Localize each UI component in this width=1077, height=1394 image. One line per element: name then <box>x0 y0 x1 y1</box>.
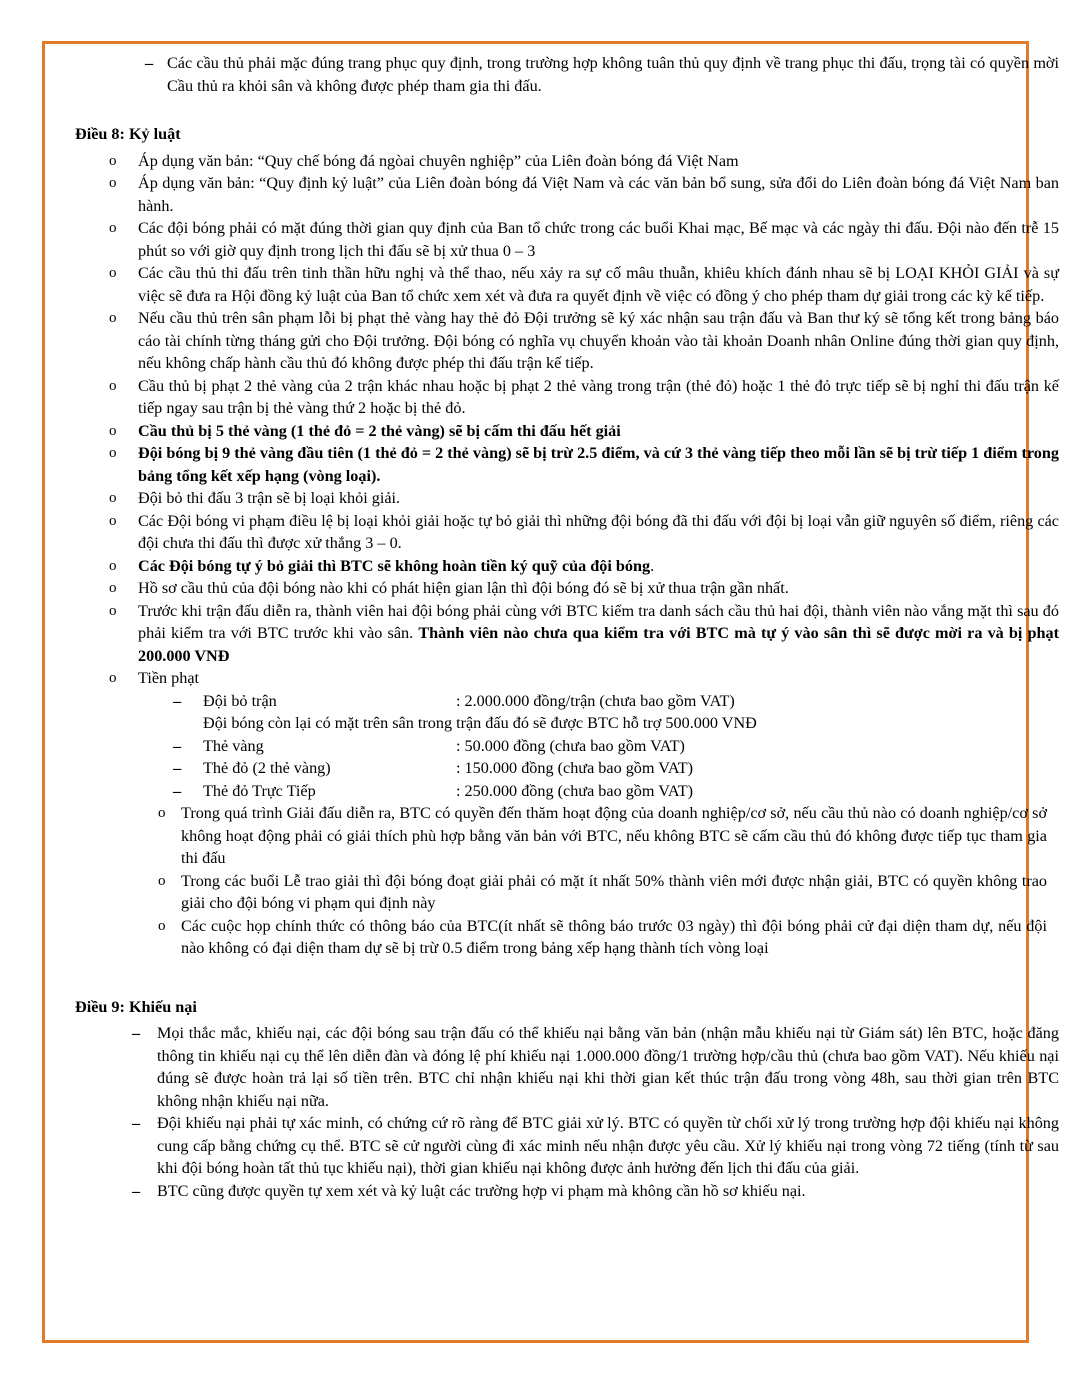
circle-marker: o <box>109 445 117 461</box>
list-item-text: Các cầu thủ thi đấu trên tinh thần hữu nghị và thể thao, nếu xảy ra sự cố mâu thuẫn, khiêu khích đánh nhau sẽ bị LOẠI KHỎI GIẢI và sự việc sẽ đưa ra Hội đồng kỷ luật của Ban tổ chức xem xét và đưa ra quyết định về việc có đồng ý cho phép tham dự giải trong các kỳ kế tiếp. <box>138 264 1059 305</box>
dash-marker: – <box>173 691 182 710</box>
fine-value: : 150.000 đồng (chưa bao gồm VAT) <box>456 759 694 777</box>
list-item <box>158 870 1047 915</box>
list-item <box>132 1112 1059 1180</box>
fines-list <box>0 690 1077 803</box>
fine-value: : 50.000 đồng (chưa bao gồm VAT) <box>456 736 685 755</box>
list-item <box>109 667 1059 690</box>
article-9-title: Điều 9: Khiếu nại <box>75 997 197 1016</box>
list-item-tail: . <box>650 556 655 575</box>
circle-marker: o <box>109 152 117 169</box>
article-8-title: Điều 8: Kỷ luật <box>75 125 181 143</box>
circle-marker: o <box>109 265 117 281</box>
list-item <box>109 307 1059 375</box>
dash-marker: – <box>132 1114 141 1132</box>
list-item-text: Các cầu thủ phải mặc đúng trang phục quy định, trong trường hợp không tuân thủ quy định về trang phục thi đấu, trọng tài có quyền mời Cầu thủ ra khỏi sân và không được phép tham gia thi đấu. <box>167 54 1059 95</box>
list-item-text: Trước khi trận đấu diễn ra, thành viên hai đội bóng phải cùng với BTC kiểm tra danh sách cầu thủ hai đội, thành viên nào vắng mặt thì sau đó phải kiểm tra với BTC trước khi vào sân. <box>138 601 1059 642</box>
circle-marker: o <box>158 917 166 934</box>
list-item-text: Trong các buổi Lễ trao giải thì đội bóng đoạt giải phải có mặt ít nhất 50% thành viên mới được nhận giải, BTC có quyền không trao giải cho đội bóng vi phạm qui định này <box>181 871 1047 912</box>
fine-label: Thẻ vàng <box>203 736 264 755</box>
list-item <box>145 52 1059 97</box>
dash-marker: – <box>173 759 182 777</box>
list-item-text: Nếu cầu thủ trên sân phạm lỗi bị phạt thẻ vàng hay thẻ đỏ Đội trưởng sẽ ký xác nhận sau trận đấu và Ban thư ký sẽ tổng kết trong bảng báo cáo tài chính từng tháng gửi cho Đội trưởng. Đội bóng có nghĩa vụ chuyển khoản vào tài khoản Doanh nhân Online đúng thời gian quy định, nếu không chấp hành cầu thủ đó không được phép thi đấu trận kế tiếp. <box>138 309 1059 372</box>
fine-row <box>173 690 1077 713</box>
list-item-text: Các cuộc họp chính thức có thông báo của BTC(ít nhất sẽ thông báo trước 03 ngày) thì đội bóng phải cử đại diện tham dự, nếu đội nào không có đại diện tham dự sẽ bị trừ 0.5 điểm trong bảng xếp hạng thành tích vòng loại <box>181 916 1047 957</box>
list-item <box>109 555 1059 578</box>
list-item <box>109 420 1059 443</box>
list-item <box>109 172 1059 217</box>
fine-row <box>173 757 1077 780</box>
list-item <box>158 915 1047 960</box>
list-item-text: Các đội bóng phải có mặt đúng thời gian quy định của Ban tổ chức trong các buổi Khai mạc, Bế mạc và các ngày thi đấu. Đội nào đến trễ 15 phút so với giờ quy định trong lịch thi đấu sẽ bị xử thua 0 – 3 <box>138 219 1059 260</box>
list-item-text: Đội bóng bị 9 thẻ vàng đầu tiên (1 thẻ đỏ = 2 thẻ vàng) sẽ bị trừ 2.5 điểm, và cứ 3 thẻ vàng tiếp theo mỗi lần sẽ bị trừ tiếp 1 điểm trong bảng tổng kết xếp hạng (vòng loại). <box>138 444 1059 485</box>
circle-marker: o <box>109 580 117 596</box>
article-9-list <box>0 1022 1077 1202</box>
circle-marker: o <box>109 377 117 394</box>
fine-label: Đội bỏ trận <box>203 691 277 710</box>
fine-row <box>173 735 1077 758</box>
list-item-text: Áp dụng văn bản: “Quy chế bóng đá ngòai chuyên nghiệp” của Liên đoàn bóng đá Việt Nam <box>138 151 739 170</box>
list-item <box>109 217 1059 262</box>
circle-marker: o <box>109 557 117 574</box>
list-item-text: Mọi thắc mắc, khiếu nại, các đội bóng sau trận đấu có thể khiếu nại bằng văn bản (nhận mẫu khiếu nại từ Giám sát) lên BTC, hoặc đăng thông tin khiếu nại cụ thể lên diễn đàn và đóng lệ phí khiếu nại 1.000.000 đồng/1 trường hợp/cầu thủ (chưa bao gồm VAT). Nếu khiếu nại đúng sẽ được hoàn trả lại số tiền trên. BTC chỉ nhận khiếu nại khi thời gian kết thúc trận đấu trong vòng 48h, sau thời gian trên BTC không nhận khiếu nại nữa. <box>157 1024 1059 1110</box>
list-item <box>109 375 1059 420</box>
list-item-bold-text: Thành viên nào chưa qua kiểm tra với BTC mà tự ý vào sân thì sẽ được mời ra và bị phạt 200.000 VNĐ <box>138 624 1060 665</box>
fine-value: : 250.000 đồng (chưa bao gồm VAT) <box>456 781 694 800</box>
list-item <box>109 577 1059 600</box>
fine-label: Thẻ đỏ (2 thẻ vàng) <box>203 759 331 777</box>
circle-marker: o <box>109 310 117 326</box>
list-item-text: Các Đội bóng tự ý bỏ giải thì BTC sẽ không hoàn tiền ký quỹ của đội bóng <box>138 556 651 575</box>
circle-marker: o <box>158 872 166 889</box>
list-item <box>109 150 1059 173</box>
list-item-text: BTC cũng được quyền tự xem xét và kỷ luật các trường hợp vi phạm mà không cần hồ sơ khiếu nại. <box>157 1181 806 1200</box>
list-item-text: Trong quá trình Giải đấu diễn ra, BTC có quyền đến thăm hoạt động của doanh nghiệp/cơ sở, nếu cầu thủ nào có doanh nghiệp/cơ sở không hoạt động phải có giải thích phù hợp bằng văn bản với BTC, nếu không BTC sẽ cấm cầu thủ đó không được tiếp tục tham gia thi đấu <box>181 804 1047 867</box>
list-item <box>132 1180 1059 1203</box>
circle-marker: o <box>158 805 166 821</box>
fine-label: Thẻ đỏ Trực Tiếp <box>203 781 316 800</box>
list-item <box>109 442 1059 487</box>
dash-marker: – <box>132 1024 141 1042</box>
list-item <box>109 262 1059 307</box>
list-item <box>109 487 1059 510</box>
dash-marker: – <box>145 54 154 72</box>
list-item-text: Đội khiếu nại phải tự xác minh, có chứng cứ rõ ràng để BTC giải xử lý. BTC có quyền từ chối xử lý trong trường hợp đội khiếu nại không cung cấp bằng chứng cụ thể. BTC sẽ cử người cùng đi xác minh nếu nhận được yêu cầu. Xử lý khiếu nại trong vòng 72 tiếng (tính từ sau khi đội bóng hoàn tất thủ tục khiếu nại), thời gian khiếu nại không được ảnh hưởng đến lịch thi đấu của giải. <box>157 1114 1059 1177</box>
circle-marker: o <box>109 422 117 439</box>
list-item <box>132 1022 1059 1112</box>
list-item <box>109 600 1060 668</box>
circle-marker: o <box>109 490 117 506</box>
dash-marker: – <box>173 736 182 755</box>
circle-marker: o <box>109 512 117 529</box>
circle-marker: o <box>109 220 117 236</box>
circle-marker: o <box>109 670 117 686</box>
list-item <box>158 802 1047 870</box>
article-8-list <box>0 150 1077 960</box>
list-item <box>109 510 1059 555</box>
dash-marker: – <box>132 1181 141 1200</box>
list-item-text: Các Đội bóng vi phạm điều lệ bị loại khỏi giải hoặc tự bỏ giải thì những đội bóng đã thi đấu với đội bị loại vẫn giữ nguyên số điểm, riêng các đội chưa thi đấu thì được xử thắng 3 – 0. <box>138 511 1059 552</box>
circle-marker: o <box>109 175 117 191</box>
list-item-text: Cầu thủ bị phạt 2 thẻ vàng của 2 trận khác nhau hoặc bị phạt 2 thẻ vàng trong trận (thẻ đỏ) hoặc 1 thẻ đỏ trực tiếp sẽ bị nghỉ thi đấu trận kế tiếp ngay sau trận bị thẻ vàng thứ 2 hoặc bị thẻ đỏ. <box>138 376 1059 417</box>
list-item-text: Đội bỏ thi đấu 3 trận sẽ bị loại khỏi giải. <box>138 489 401 507</box>
fine-row <box>173 780 1077 803</box>
list-item-text: Cầu thủ bị 5 thẻ vàng (1 thẻ đỏ = 2 thẻ vàng) sẽ bị cấm thi đấu hết giải <box>138 421 621 440</box>
dash-marker: – <box>173 781 182 800</box>
list-item-text: Áp dụng văn bản: “Quy định kỷ luật” của Liên đoàn bóng đá Việt Nam và các văn bản bổ sung, sửa đổi do Liên đoàn bóng đá Việt Nam ban hành. <box>138 174 1059 215</box>
circle-marker: o <box>109 602 117 619</box>
fines-title: Tiền phạt <box>138 669 200 687</box>
fine-note: Đội bóng còn lại có mặt trên sân trong trận đấu đó sẽ được BTC hỗ trợ 500.000 VNĐ <box>203 714 757 732</box>
fine-value: : 2.000.000 đồng/trận (chưa bao gồm VAT) <box>456 691 735 710</box>
list-item-text: Hồ sơ cầu thủ của đội bóng nào khi có phát hiện gian lận thì đội bóng đó sẽ bị xử thua trận gần nhất. <box>138 579 789 597</box>
